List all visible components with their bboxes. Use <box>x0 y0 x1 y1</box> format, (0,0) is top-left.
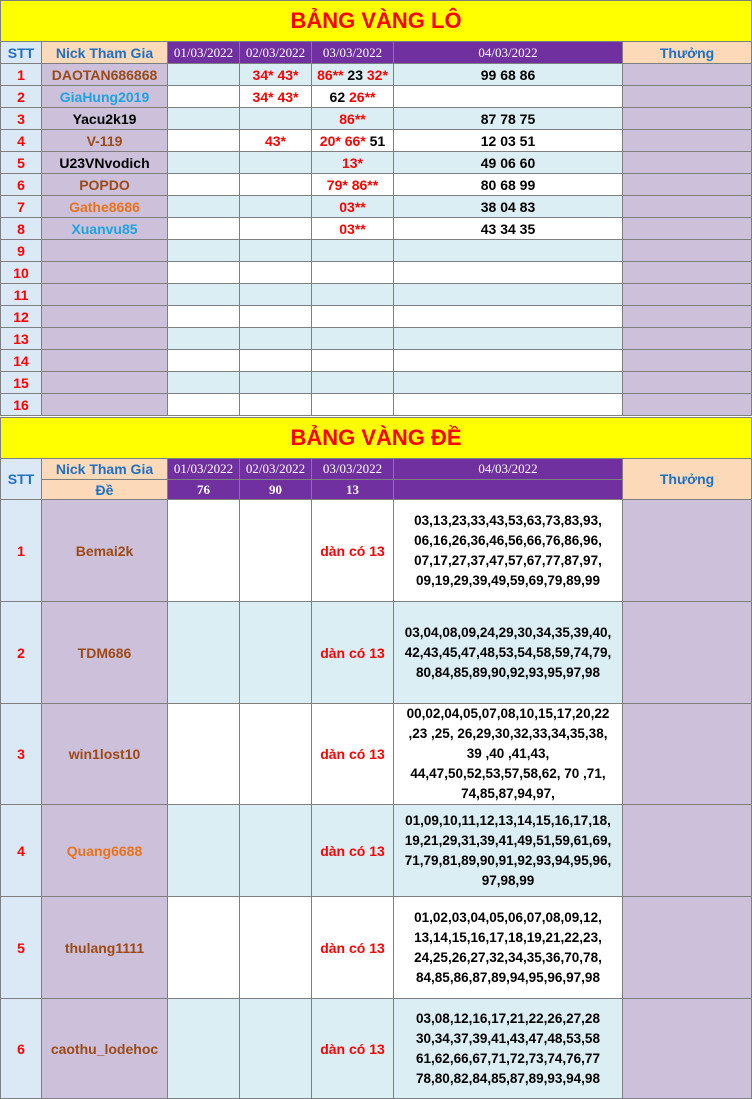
lo-row-date-1 <box>168 350 240 372</box>
lo-row-prize <box>623 284 752 306</box>
lo-row-stt: 2 <box>1 86 42 108</box>
lo-row-stt: 13 <box>1 328 42 350</box>
de-header-prize: Thưởng <box>623 459 752 500</box>
lo-row-date-2 <box>240 306 312 328</box>
lo-row-date-3 <box>312 262 394 284</box>
de-row-date-2 <box>240 999 312 1099</box>
lo-pick-segment: 86** <box>339 110 366 127</box>
lo-pick-segment: 13* <box>341 154 364 171</box>
de-row-nick: thulang1111 <box>42 897 168 999</box>
lo-row-prize <box>623 196 752 218</box>
lo-row-prize <box>623 86 752 108</box>
lo-table-row <box>1 196 752 218</box>
lo-row-nick: U23VNvodich <box>42 152 168 174</box>
lo-row-date-2 <box>240 86 312 108</box>
de-row-date-2 <box>240 500 312 602</box>
lo-row-date-4: 80 68 99 <box>394 174 623 196</box>
lo-row-date-1 <box>168 394 240 416</box>
lo-row-date-3 <box>312 328 394 350</box>
lo-row-prize <box>623 218 752 240</box>
lo-row-nick: Xuanvu85 <box>42 218 168 240</box>
lo-row-date-4 <box>394 394 623 416</box>
lo-pick-segment: 51 <box>365 132 386 149</box>
lo-pick-segment: 62 <box>329 88 349 105</box>
de-header-date-4: 04/03/2022 <box>394 459 623 480</box>
lo-row-date-1 <box>168 64 240 86</box>
de-row-date-3: dàn có 13 <box>312 704 394 805</box>
lo-row-date-4 <box>394 350 623 372</box>
de-table-row <box>1 500 752 602</box>
lo-row-date-3 <box>312 152 394 174</box>
lo-header-prize: Thưởng <box>623 42 752 64</box>
lo-row-prize <box>623 152 752 174</box>
lo-row-date-1 <box>168 108 240 130</box>
de-result-4 <box>394 480 623 500</box>
lo-row-date-3 <box>312 108 394 130</box>
lo-row-nick: GiaHung2019 <box>42 86 168 108</box>
de-table-row <box>1 704 752 805</box>
lo-row-date-1 <box>168 152 240 174</box>
de-rows <box>1 500 752 1099</box>
lo-row-date-3 <box>312 196 394 218</box>
de-row-date-2 <box>240 805 312 897</box>
lo-row-date-4 <box>394 262 623 284</box>
lo-pick-segment: 79* 86** <box>326 176 379 193</box>
de-row-date-4: 00,02,04,05,07,08,10,15,17,20,22 ,23 ,25, 26,29,30,32,33,34,35,38, 39 ,40 ,41,43, 44,47,50,52,53,57,58,62, 70 ,71, 74,85,87,94,97, <box>394 704 623 805</box>
de-header-date-3: 03/03/2022 <box>312 459 394 480</box>
lo-row-date-3 <box>312 86 394 108</box>
lo-row-nick: Yacu2k19 <box>42 108 168 130</box>
lo-row-date-3 <box>312 284 394 306</box>
de-row-date-1 <box>168 897 240 999</box>
de-table-row <box>1 897 752 999</box>
lo-row-date-2 <box>240 284 312 306</box>
lo-row-date-4 <box>394 328 623 350</box>
lo-row-date-2 <box>240 174 312 196</box>
de-row-date-4: 03,13,23,33,43,53,63,73,83,93, 06,16,26,36,46,56,66,76,86,96, 07,17,27,37,47,57,67,77,87,97, 09,19,29,39,49,59,69,79,89,99 <box>394 500 623 602</box>
lo-row-prize <box>623 108 752 130</box>
de-row-date-1 <box>168 704 240 805</box>
lo-row-date-1 <box>168 86 240 108</box>
lo-rows <box>1 64 752 416</box>
lo-row-prize <box>623 372 752 394</box>
de-row-stt: 5 <box>1 897 42 999</box>
lo-row-nick <box>42 284 168 306</box>
lo-row-date-4 <box>394 240 623 262</box>
lo-pick-segment: 86** <box>317 66 344 83</box>
lo-row-date-2 <box>240 262 312 284</box>
lo-pick-segment: 03** <box>339 220 366 237</box>
de-header-stt: STT <box>1 459 42 500</box>
de-row-date-4: 01,02,03,04,05,06,07,08,09,12, 13,14,15,16,17,18,19,21,22,23, 24,25,26,27,32,34,35,36,70,78, 84,85,86,87,89,94,95,96,97,98 <box>394 897 623 999</box>
lo-row-date-3 <box>312 394 394 416</box>
lo-header-date-2: 02/03/2022 <box>240 42 312 64</box>
lo-table-row <box>1 86 752 108</box>
lo-row-stt: 11 <box>1 284 42 306</box>
de-row-nick: caothu_lodehoc <box>42 999 168 1099</box>
lo-row-stt: 12 <box>1 306 42 328</box>
lo-row-date-2 <box>240 350 312 372</box>
de-table-row <box>1 805 752 897</box>
de-row-date-3: dàn có 13 <box>312 500 394 602</box>
lo-row-stt: 10 <box>1 262 42 284</box>
lo-table-row <box>1 240 752 262</box>
lo-table-row <box>1 262 752 284</box>
lo-table-row <box>1 328 752 350</box>
lo-row-stt: 8 <box>1 218 42 240</box>
lo-row-date-3 <box>312 306 394 328</box>
lo-row-date-3 <box>312 174 394 196</box>
de-row-date-3: dàn có 13 <box>312 999 394 1099</box>
lo-row-stt: 3 <box>1 108 42 130</box>
lo-row-stt: 14 <box>1 350 42 372</box>
lo-header-date-4: 04/03/2022 <box>394 42 623 64</box>
lo-header-date-3: 03/03/2022 <box>312 42 394 64</box>
lo-row-nick <box>42 328 168 350</box>
lo-row-stt: 1 <box>1 64 42 86</box>
lo-row-date-2 <box>240 108 312 130</box>
de-table-row <box>1 999 752 1099</box>
lo-row-date-3 <box>312 240 394 262</box>
lo-table-row <box>1 284 752 306</box>
lo-row-date-1 <box>168 372 240 394</box>
lo-row-date-1 <box>168 130 240 152</box>
lo-table-row <box>1 174 752 196</box>
de-row-nick: TDM686 <box>42 602 168 704</box>
de-row-prize <box>623 602 752 704</box>
de-row-date-3: dàn có 13 <box>312 897 394 999</box>
lo-row-date-2 <box>240 152 312 174</box>
de-row-stt: 2 <box>1 602 42 704</box>
lo-row-date-3 <box>312 130 394 152</box>
lo-row-date-1 <box>168 328 240 350</box>
lo-row-date-4: 43 34 35 <box>394 218 623 240</box>
lo-row-nick <box>42 350 168 372</box>
lo-row-date-2 <box>240 130 312 152</box>
lo-table-row <box>1 218 752 240</box>
lo-row-date-4 <box>394 372 623 394</box>
de-result-3: 13 <box>312 480 394 500</box>
lo-row-stt: 7 <box>1 196 42 218</box>
lo-row-prize <box>623 328 752 350</box>
lo-row-nick <box>42 394 168 416</box>
lo-pick-segment: 23 <box>343 66 367 83</box>
lo-row-date-3 <box>312 64 394 86</box>
lo-row-date-4 <box>394 284 623 306</box>
de-row-prize <box>623 999 752 1099</box>
lo-title: BẢNG VÀNG LÔ <box>1 1 752 42</box>
lo-row-nick: DAOTAN686868 <box>42 64 168 86</box>
lo-row-prize <box>623 240 752 262</box>
lo-pick-segment: 26** <box>349 88 376 105</box>
de-result-1: 76 <box>168 480 240 500</box>
de-row-prize <box>623 704 752 805</box>
lo-row-date-4: 12 03 51 <box>394 130 623 152</box>
lo-row-prize <box>623 130 752 152</box>
de-row-date-3: dàn có 13 <box>312 805 394 897</box>
de-title: BẢNG VÀNG ĐỀ <box>1 418 752 459</box>
lo-pick-segment: 43* <box>264 132 287 149</box>
lo-row-date-2 <box>240 372 312 394</box>
de-row-date-4: 03,04,08,09,24,29,30,34,35,39,40, 42,43,45,47,48,53,54,58,59,74,79, 80,84,85,89,90,92,93,95,97,98 <box>394 602 623 704</box>
lo-table-row <box>1 108 752 130</box>
de-row-prize <box>623 500 752 602</box>
de-header-date-2: 02/03/2022 <box>240 459 312 480</box>
lo-table-row <box>1 152 752 174</box>
lo-table-row <box>1 306 752 328</box>
lo-row-stt: 6 <box>1 174 42 196</box>
de-row-nick: Bemai2k <box>42 500 168 602</box>
lo-table-row <box>1 130 752 152</box>
lo-row-date-1 <box>168 262 240 284</box>
lo-row-stt: 4 <box>1 130 42 152</box>
de-row-date-3: dàn có 13 <box>312 602 394 704</box>
de-table <box>0 417 752 1099</box>
lo-row-date-3 <box>312 372 394 394</box>
lo-row-date-4: 87 78 75 <box>394 108 623 130</box>
lo-row-stt: 15 <box>1 372 42 394</box>
lo-table <box>0 0 752 416</box>
lo-row-date-1 <box>168 306 240 328</box>
de-row-nick: Quang6688 <box>42 805 168 897</box>
lo-row-date-1 <box>168 196 240 218</box>
lo-row-stt: 16 <box>1 394 42 416</box>
lo-row-date-2 <box>240 218 312 240</box>
lo-row-date-1 <box>168 284 240 306</box>
lo-row-date-3 <box>312 218 394 240</box>
lo-row-nick <box>42 262 168 284</box>
lo-row-nick <box>42 240 168 262</box>
de-result-2: 90 <box>240 480 312 500</box>
lo-row-prize <box>623 350 752 372</box>
lo-row-date-1 <box>168 218 240 240</box>
lo-row-date-2 <box>240 240 312 262</box>
lo-row-date-1 <box>168 174 240 196</box>
lo-row-nick <box>42 372 168 394</box>
de-row-date-4: 03,08,12,16,17,21,22,26,27,28 30,34,37,39,41,43,47,48,53,58 61,62,66,67,71,72,73,74,76,77 78,80,82,84,85,87,89,93,94,98 <box>394 999 623 1099</box>
lo-row-prize <box>623 306 752 328</box>
de-row-date-1 <box>168 602 240 704</box>
de-row-date-2 <box>240 704 312 805</box>
de-header-nick: Nick Tham Gia <box>42 459 168 480</box>
lo-header-date-1: 01/03/2022 <box>168 42 240 64</box>
lo-row-date-2 <box>240 328 312 350</box>
de-row-stt: 3 <box>1 704 42 805</box>
lo-row-stt: 5 <box>1 152 42 174</box>
lo-row-nick: V-119 <box>42 130 168 152</box>
lo-row-date-2 <box>240 196 312 218</box>
de-row-date-1 <box>168 500 240 602</box>
lo-table-row <box>1 64 752 86</box>
lo-header-nick: Nick Tham Gia <box>42 42 168 64</box>
lo-row-prize <box>623 174 752 196</box>
de-row-date-1 <box>168 999 240 1099</box>
de-row-date-4: 01,09,10,11,12,13,14,15,16,17,18, 19,21,29,31,39,41,49,51,59,61,69, 71,79,81,89,90,91,92,93,94,95,96, 97,98,99 <box>394 805 623 897</box>
lo-row-date-4 <box>394 306 623 328</box>
lo-row-prize <box>623 64 752 86</box>
lo-row-nick <box>42 306 168 328</box>
de-row-stt: 1 <box>1 500 42 602</box>
lo-row-stt: 9 <box>1 240 42 262</box>
lo-row-date-2 <box>240 394 312 416</box>
lo-pick-segment: 32* <box>366 66 388 83</box>
lo-row-date-4: 49 06 60 <box>394 152 623 174</box>
de-row-date-2 <box>240 602 312 704</box>
lo-row-nick: POPDO <box>42 174 168 196</box>
lo-row-date-4 <box>394 86 623 108</box>
lo-row-date-3 <box>312 350 394 372</box>
lo-pick-segment: 03** <box>339 198 366 215</box>
de-row-prize <box>623 805 752 897</box>
de-header-nick-sub: Đề <box>42 480 168 500</box>
lo-table-row <box>1 350 752 372</box>
lo-row-date-4: 99 68 86 <box>394 64 623 86</box>
lo-pick-segment: 34* 43* <box>252 88 299 105</box>
lo-pick-segment: 20* 66* <box>319 132 366 149</box>
de-header-date-1: 01/03/2022 <box>168 459 240 480</box>
de-row-date-2 <box>240 897 312 999</box>
lo-table-row <box>1 394 752 416</box>
lo-table-row <box>1 372 752 394</box>
lo-pick-segment: 34* 43* <box>252 66 299 83</box>
lo-row-nick: Gathe8686 <box>42 196 168 218</box>
lo-row-prize <box>623 394 752 416</box>
de-row-stt: 6 <box>1 999 42 1099</box>
de-row-nick: win1lost10 <box>42 704 168 805</box>
de-row-date-1 <box>168 805 240 897</box>
lo-row-date-4: 38 04 83 <box>394 196 623 218</box>
de-table-row <box>1 602 752 704</box>
lo-row-date-1 <box>168 240 240 262</box>
de-row-stt: 4 <box>1 805 42 897</box>
lo-header-stt: STT <box>1 42 42 64</box>
lo-row-prize <box>623 262 752 284</box>
de-row-prize <box>623 897 752 999</box>
lo-row-date-2 <box>240 64 312 86</box>
